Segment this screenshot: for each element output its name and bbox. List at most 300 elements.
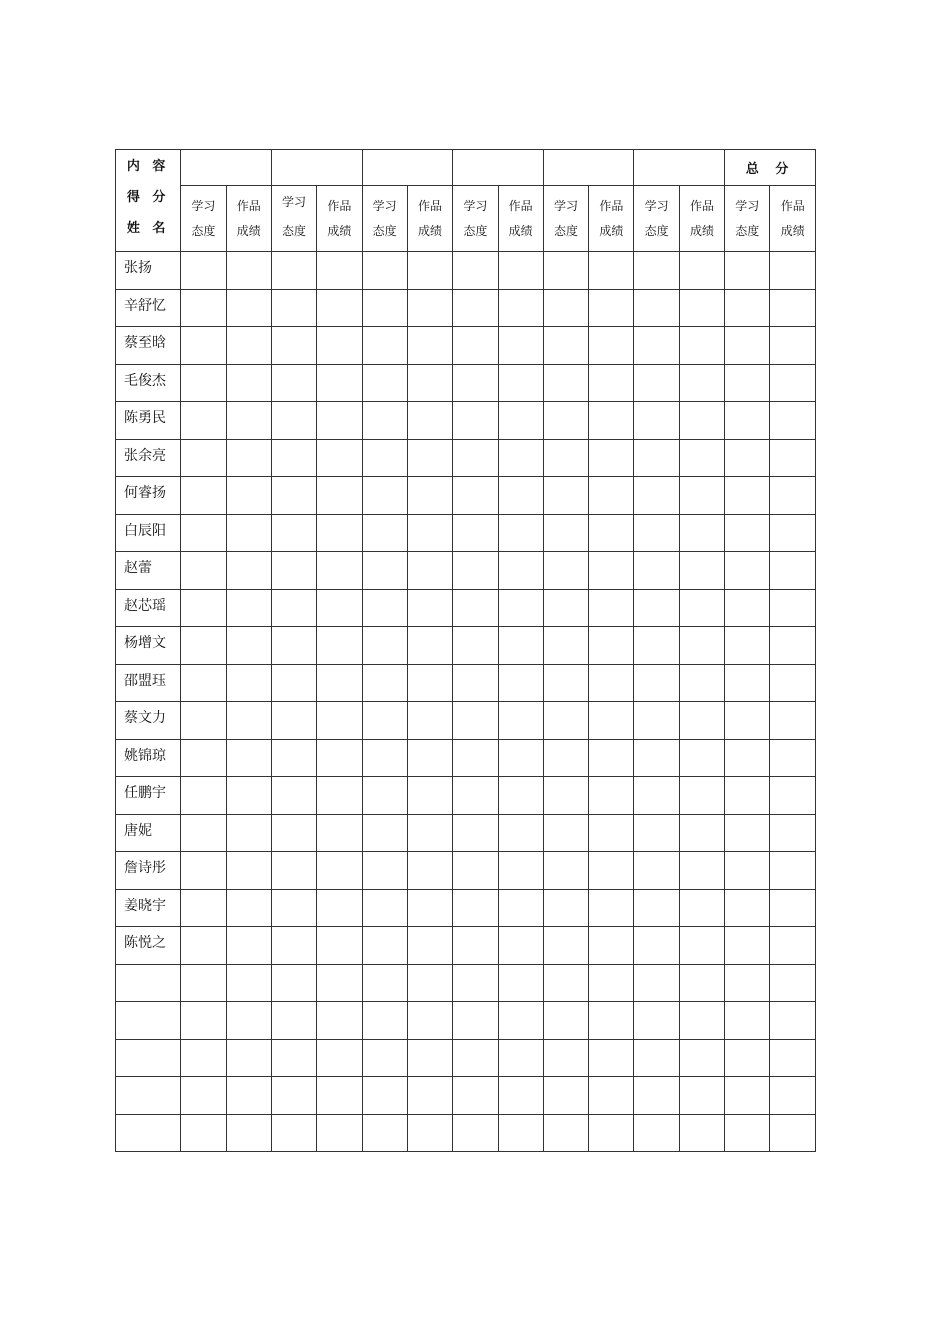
score-cell[interactable]	[362, 852, 407, 890]
score-cell[interactable]	[226, 289, 271, 327]
score-cell[interactable]	[362, 814, 407, 852]
score-cell[interactable]	[770, 514, 816, 552]
score-cell[interactable]	[498, 777, 543, 815]
score-cell[interactable]	[226, 927, 271, 965]
score-cell[interactable]	[543, 1039, 588, 1077]
score-cell[interactable]	[498, 852, 543, 890]
score-cell[interactable]	[226, 1039, 271, 1077]
score-cell[interactable]	[498, 477, 543, 515]
score-cell[interactable]	[226, 252, 271, 290]
score-cell[interactable]	[770, 664, 816, 702]
score-cell[interactable]	[407, 777, 452, 815]
score-cell[interactable]	[589, 964, 634, 1002]
score-cell[interactable]	[770, 289, 816, 327]
score-cell[interactable]	[317, 739, 362, 777]
score-cell[interactable]	[407, 589, 452, 627]
score-cell[interactable]	[317, 814, 362, 852]
score-cell[interactable]	[317, 252, 362, 290]
score-cell[interactable]	[679, 1039, 724, 1077]
score-cell[interactable]	[407, 289, 452, 327]
score-cell[interactable]	[317, 627, 362, 665]
score-cell[interactable]	[453, 327, 498, 365]
score-cell[interactable]	[317, 327, 362, 365]
score-cell[interactable]	[271, 364, 316, 402]
score-cell[interactable]	[271, 439, 316, 477]
score-cell[interactable]	[317, 439, 362, 477]
score-cell[interactable]	[407, 327, 452, 365]
score-cell[interactable]	[498, 289, 543, 327]
score-cell[interactable]	[543, 777, 588, 815]
score-cell[interactable]	[589, 252, 634, 290]
score-cell[interactable]	[498, 664, 543, 702]
score-cell[interactable]	[770, 1077, 816, 1115]
score-cell[interactable]	[407, 1077, 452, 1115]
score-cell[interactable]	[770, 327, 816, 365]
score-cell[interactable]	[589, 1077, 634, 1115]
score-cell[interactable]	[679, 289, 724, 327]
score-cell[interactable]	[181, 927, 226, 965]
score-cell[interactable]	[679, 364, 724, 402]
score-cell[interactable]	[407, 627, 452, 665]
score-cell[interactable]	[498, 1077, 543, 1115]
score-cell[interactable]	[725, 477, 770, 515]
score-cell[interactable]	[589, 439, 634, 477]
score-cell[interactable]	[543, 814, 588, 852]
score-cell[interactable]	[725, 364, 770, 402]
score-cell[interactable]	[407, 739, 452, 777]
score-cell[interactable]	[226, 852, 271, 890]
score-cell[interactable]	[317, 589, 362, 627]
score-cell[interactable]	[543, 1114, 588, 1152]
score-cell[interactable]	[226, 889, 271, 927]
score-cell[interactable]	[498, 739, 543, 777]
score-cell[interactable]	[679, 777, 724, 815]
score-cell[interactable]	[271, 927, 316, 965]
score-cell[interactable]	[226, 1077, 271, 1115]
score-cell[interactable]	[498, 589, 543, 627]
score-cell[interactable]	[725, 1039, 770, 1077]
score-cell[interactable]	[362, 1077, 407, 1115]
score-cell[interactable]	[589, 1002, 634, 1040]
score-cell[interactable]	[453, 852, 498, 890]
score-cell[interactable]	[498, 1039, 543, 1077]
score-cell[interactable]	[362, 1002, 407, 1040]
score-cell[interactable]	[589, 289, 634, 327]
score-cell[interactable]	[634, 289, 679, 327]
score-cell[interactable]	[634, 852, 679, 890]
score-cell[interactable]	[679, 439, 724, 477]
score-cell[interactable]	[226, 1114, 271, 1152]
score-cell[interactable]	[226, 627, 271, 665]
score-cell[interactable]	[317, 889, 362, 927]
score-cell[interactable]	[453, 439, 498, 477]
score-cell[interactable]	[634, 327, 679, 365]
score-cell[interactable]	[634, 777, 679, 815]
score-cell[interactable]	[407, 927, 452, 965]
score-cell[interactable]	[634, 627, 679, 665]
score-cell[interactable]	[589, 927, 634, 965]
score-cell[interactable]	[181, 627, 226, 665]
score-cell[interactable]	[498, 252, 543, 290]
score-cell[interactable]	[634, 964, 679, 1002]
score-cell[interactable]	[634, 252, 679, 290]
score-cell[interactable]	[634, 814, 679, 852]
score-cell[interactable]	[181, 1002, 226, 1040]
score-cell[interactable]	[770, 1039, 816, 1077]
score-cell[interactable]	[317, 927, 362, 965]
score-cell[interactable]	[181, 702, 226, 740]
score-cell[interactable]	[679, 552, 724, 590]
score-cell[interactable]	[679, 889, 724, 927]
score-cell[interactable]	[362, 1039, 407, 1077]
score-cell[interactable]	[725, 777, 770, 815]
score-cell[interactable]	[271, 402, 316, 440]
score-cell[interactable]	[271, 814, 316, 852]
score-cell[interactable]	[226, 327, 271, 365]
score-cell[interactable]	[407, 814, 452, 852]
score-cell[interactable]	[725, 889, 770, 927]
score-cell[interactable]	[453, 1077, 498, 1115]
score-cell[interactable]	[543, 852, 588, 890]
score-cell[interactable]	[589, 814, 634, 852]
score-cell[interactable]	[679, 1077, 724, 1115]
score-cell[interactable]	[271, 477, 316, 515]
score-cell[interactable]	[362, 702, 407, 740]
score-cell[interactable]	[770, 889, 816, 927]
score-cell[interactable]	[679, 664, 724, 702]
score-cell[interactable]	[543, 252, 588, 290]
score-cell[interactable]	[181, 289, 226, 327]
score-cell[interactable]	[453, 364, 498, 402]
score-cell[interactable]	[725, 1114, 770, 1152]
score-cell[interactable]	[543, 327, 588, 365]
score-cell[interactable]	[498, 552, 543, 590]
score-cell[interactable]	[725, 1077, 770, 1115]
score-cell[interactable]	[271, 252, 316, 290]
score-cell[interactable]	[634, 552, 679, 590]
score-cell[interactable]	[770, 702, 816, 740]
score-cell[interactable]	[770, 927, 816, 965]
score-cell[interactable]	[679, 1002, 724, 1040]
score-cell[interactable]	[725, 289, 770, 327]
score-cell[interactable]	[181, 552, 226, 590]
score-cell[interactable]	[543, 1077, 588, 1115]
score-cell[interactable]	[634, 739, 679, 777]
score-cell[interactable]	[589, 627, 634, 665]
score-cell[interactable]	[317, 364, 362, 402]
score-cell[interactable]	[498, 627, 543, 665]
score-cell[interactable]	[725, 627, 770, 665]
score-cell[interactable]	[543, 664, 588, 702]
score-cell[interactable]	[362, 477, 407, 515]
score-cell[interactable]	[453, 402, 498, 440]
score-cell[interactable]	[453, 1002, 498, 1040]
score-cell[interactable]	[543, 627, 588, 665]
score-cell[interactable]	[725, 814, 770, 852]
score-cell[interactable]	[407, 1039, 452, 1077]
score-cell[interactable]	[226, 702, 271, 740]
score-cell[interactable]	[181, 889, 226, 927]
score-cell[interactable]	[362, 1114, 407, 1152]
score-cell[interactable]	[634, 589, 679, 627]
score-cell[interactable]	[589, 327, 634, 365]
score-cell[interactable]	[498, 964, 543, 1002]
score-cell[interactable]	[725, 1002, 770, 1040]
score-cell[interactable]	[770, 964, 816, 1002]
score-cell[interactable]	[770, 364, 816, 402]
score-cell[interactable]	[407, 852, 452, 890]
score-cell[interactable]	[634, 1114, 679, 1152]
score-cell[interactable]	[317, 514, 362, 552]
score-cell[interactable]	[679, 252, 724, 290]
score-cell[interactable]	[543, 514, 588, 552]
score-cell[interactable]	[453, 1039, 498, 1077]
score-cell[interactable]	[679, 927, 724, 965]
score-cell[interactable]	[543, 402, 588, 440]
score-cell[interactable]	[317, 289, 362, 327]
score-cell[interactable]	[181, 1114, 226, 1152]
score-cell[interactable]	[634, 477, 679, 515]
score-cell[interactable]	[543, 702, 588, 740]
score-cell[interactable]	[589, 402, 634, 440]
score-cell[interactable]	[453, 964, 498, 1002]
score-cell[interactable]	[589, 739, 634, 777]
score-cell[interactable]	[498, 402, 543, 440]
score-cell[interactable]	[634, 1039, 679, 1077]
score-cell[interactable]	[271, 327, 316, 365]
score-cell[interactable]	[634, 1077, 679, 1115]
score-cell[interactable]	[181, 739, 226, 777]
score-cell[interactable]	[770, 552, 816, 590]
score-cell[interactable]	[543, 964, 588, 1002]
score-cell[interactable]	[770, 814, 816, 852]
score-cell[interactable]	[271, 1002, 316, 1040]
score-cell[interactable]	[589, 852, 634, 890]
score-cell[interactable]	[226, 514, 271, 552]
score-cell[interactable]	[453, 289, 498, 327]
score-cell[interactable]	[589, 889, 634, 927]
score-cell[interactable]	[317, 964, 362, 1002]
score-cell[interactable]	[543, 477, 588, 515]
score-cell[interactable]	[362, 964, 407, 1002]
score-cell[interactable]	[634, 514, 679, 552]
score-cell[interactable]	[498, 814, 543, 852]
score-cell[interactable]	[317, 1002, 362, 1040]
score-cell[interactable]	[362, 514, 407, 552]
score-cell[interactable]	[271, 889, 316, 927]
score-cell[interactable]	[770, 627, 816, 665]
score-cell[interactable]	[362, 739, 407, 777]
score-cell[interactable]	[770, 477, 816, 515]
score-cell[interactable]	[226, 552, 271, 590]
score-cell[interactable]	[226, 402, 271, 440]
score-cell[interactable]	[453, 552, 498, 590]
score-cell[interactable]	[362, 327, 407, 365]
score-cell[interactable]	[498, 1002, 543, 1040]
score-cell[interactable]	[362, 927, 407, 965]
score-cell[interactable]	[725, 402, 770, 440]
score-cell[interactable]	[407, 1002, 452, 1040]
score-cell[interactable]	[634, 402, 679, 440]
score-cell[interactable]	[679, 589, 724, 627]
score-cell[interactable]	[226, 664, 271, 702]
score-cell[interactable]	[226, 589, 271, 627]
score-cell[interactable]	[226, 364, 271, 402]
score-cell[interactable]	[407, 252, 452, 290]
score-cell[interactable]	[453, 889, 498, 927]
score-cell[interactable]	[362, 627, 407, 665]
score-cell[interactable]	[271, 552, 316, 590]
score-cell[interactable]	[725, 552, 770, 590]
score-cell[interactable]	[181, 477, 226, 515]
score-cell[interactable]	[770, 739, 816, 777]
score-cell[interactable]	[271, 1077, 316, 1115]
score-cell[interactable]	[498, 889, 543, 927]
score-cell[interactable]	[226, 1002, 271, 1040]
score-cell[interactable]	[725, 439, 770, 477]
score-cell[interactable]	[407, 514, 452, 552]
score-cell[interactable]	[317, 702, 362, 740]
score-cell[interactable]	[362, 289, 407, 327]
score-cell[interactable]	[407, 664, 452, 702]
score-cell[interactable]	[407, 552, 452, 590]
score-cell[interactable]	[453, 627, 498, 665]
score-cell[interactable]	[362, 402, 407, 440]
score-cell[interactable]	[362, 589, 407, 627]
score-cell[interactable]	[271, 627, 316, 665]
score-cell[interactable]	[226, 777, 271, 815]
score-cell[interactable]	[725, 589, 770, 627]
score-cell[interactable]	[271, 514, 316, 552]
score-cell[interactable]	[589, 1039, 634, 1077]
score-cell[interactable]	[634, 702, 679, 740]
score-cell[interactable]	[181, 364, 226, 402]
score-cell[interactable]	[679, 852, 724, 890]
score-cell[interactable]	[543, 552, 588, 590]
score-cell[interactable]	[453, 739, 498, 777]
score-cell[interactable]	[407, 439, 452, 477]
score-cell[interactable]	[770, 252, 816, 290]
score-cell[interactable]	[407, 702, 452, 740]
score-cell[interactable]	[181, 1039, 226, 1077]
score-cell[interactable]	[770, 439, 816, 477]
score-cell[interactable]	[407, 477, 452, 515]
score-cell[interactable]	[271, 589, 316, 627]
score-cell[interactable]	[679, 327, 724, 365]
score-cell[interactable]	[679, 739, 724, 777]
score-cell[interactable]	[226, 814, 271, 852]
score-cell[interactable]	[181, 1077, 226, 1115]
score-cell[interactable]	[679, 477, 724, 515]
score-cell[interactable]	[407, 1114, 452, 1152]
score-cell[interactable]	[362, 664, 407, 702]
score-cell[interactable]	[181, 964, 226, 1002]
score-cell[interactable]	[634, 664, 679, 702]
score-cell[interactable]	[770, 1114, 816, 1152]
score-cell[interactable]	[181, 589, 226, 627]
score-cell[interactable]	[543, 289, 588, 327]
score-cell[interactable]	[725, 927, 770, 965]
score-cell[interactable]	[725, 664, 770, 702]
score-cell[interactable]	[498, 364, 543, 402]
score-cell[interactable]	[453, 589, 498, 627]
score-cell[interactable]	[543, 439, 588, 477]
score-cell[interactable]	[453, 252, 498, 290]
score-cell[interactable]	[181, 514, 226, 552]
score-cell[interactable]	[181, 439, 226, 477]
score-cell[interactable]	[634, 889, 679, 927]
score-cell[interactable]	[589, 777, 634, 815]
score-cell[interactable]	[543, 889, 588, 927]
score-cell[interactable]	[317, 1077, 362, 1115]
score-cell[interactable]	[317, 852, 362, 890]
score-cell[interactable]	[589, 477, 634, 515]
score-cell[interactable]	[770, 852, 816, 890]
score-cell[interactable]	[589, 702, 634, 740]
score-cell[interactable]	[634, 364, 679, 402]
score-cell[interactable]	[770, 402, 816, 440]
score-cell[interactable]	[271, 702, 316, 740]
score-cell[interactable]	[589, 589, 634, 627]
score-cell[interactable]	[226, 964, 271, 1002]
score-cell[interactable]	[498, 514, 543, 552]
score-cell[interactable]	[589, 1114, 634, 1152]
score-cell[interactable]	[317, 1114, 362, 1152]
score-cell[interactable]	[498, 439, 543, 477]
score-cell[interactable]	[453, 927, 498, 965]
score-cell[interactable]	[362, 439, 407, 477]
score-cell[interactable]	[679, 1114, 724, 1152]
score-cell[interactable]	[181, 327, 226, 365]
score-cell[interactable]	[498, 927, 543, 965]
score-cell[interactable]	[181, 402, 226, 440]
score-cell[interactable]	[317, 552, 362, 590]
score-cell[interactable]	[770, 589, 816, 627]
score-cell[interactable]	[407, 364, 452, 402]
score-cell[interactable]	[362, 889, 407, 927]
score-cell[interactable]	[589, 514, 634, 552]
score-cell[interactable]	[271, 1114, 316, 1152]
score-cell[interactable]	[725, 252, 770, 290]
score-cell[interactable]	[679, 964, 724, 1002]
score-cell[interactable]	[407, 964, 452, 1002]
score-cell[interactable]	[770, 1002, 816, 1040]
score-cell[interactable]	[317, 477, 362, 515]
score-cell[interactable]	[589, 552, 634, 590]
score-cell[interactable]	[498, 327, 543, 365]
score-cell[interactable]	[271, 739, 316, 777]
score-cell[interactable]	[317, 402, 362, 440]
score-cell[interactable]	[226, 477, 271, 515]
score-cell[interactable]	[725, 852, 770, 890]
score-cell[interactable]	[453, 777, 498, 815]
score-cell[interactable]	[181, 664, 226, 702]
score-cell[interactable]	[679, 814, 724, 852]
score-cell[interactable]	[725, 702, 770, 740]
score-cell[interactable]	[317, 777, 362, 815]
score-cell[interactable]	[770, 777, 816, 815]
score-cell[interactable]	[725, 964, 770, 1002]
score-cell[interactable]	[407, 889, 452, 927]
score-cell[interactable]	[679, 514, 724, 552]
score-cell[interactable]	[362, 252, 407, 290]
score-cell[interactable]	[226, 439, 271, 477]
score-cell[interactable]	[271, 664, 316, 702]
score-cell[interactable]	[181, 852, 226, 890]
score-cell[interactable]	[543, 1002, 588, 1040]
score-cell[interactable]	[226, 739, 271, 777]
score-cell[interactable]	[543, 927, 588, 965]
